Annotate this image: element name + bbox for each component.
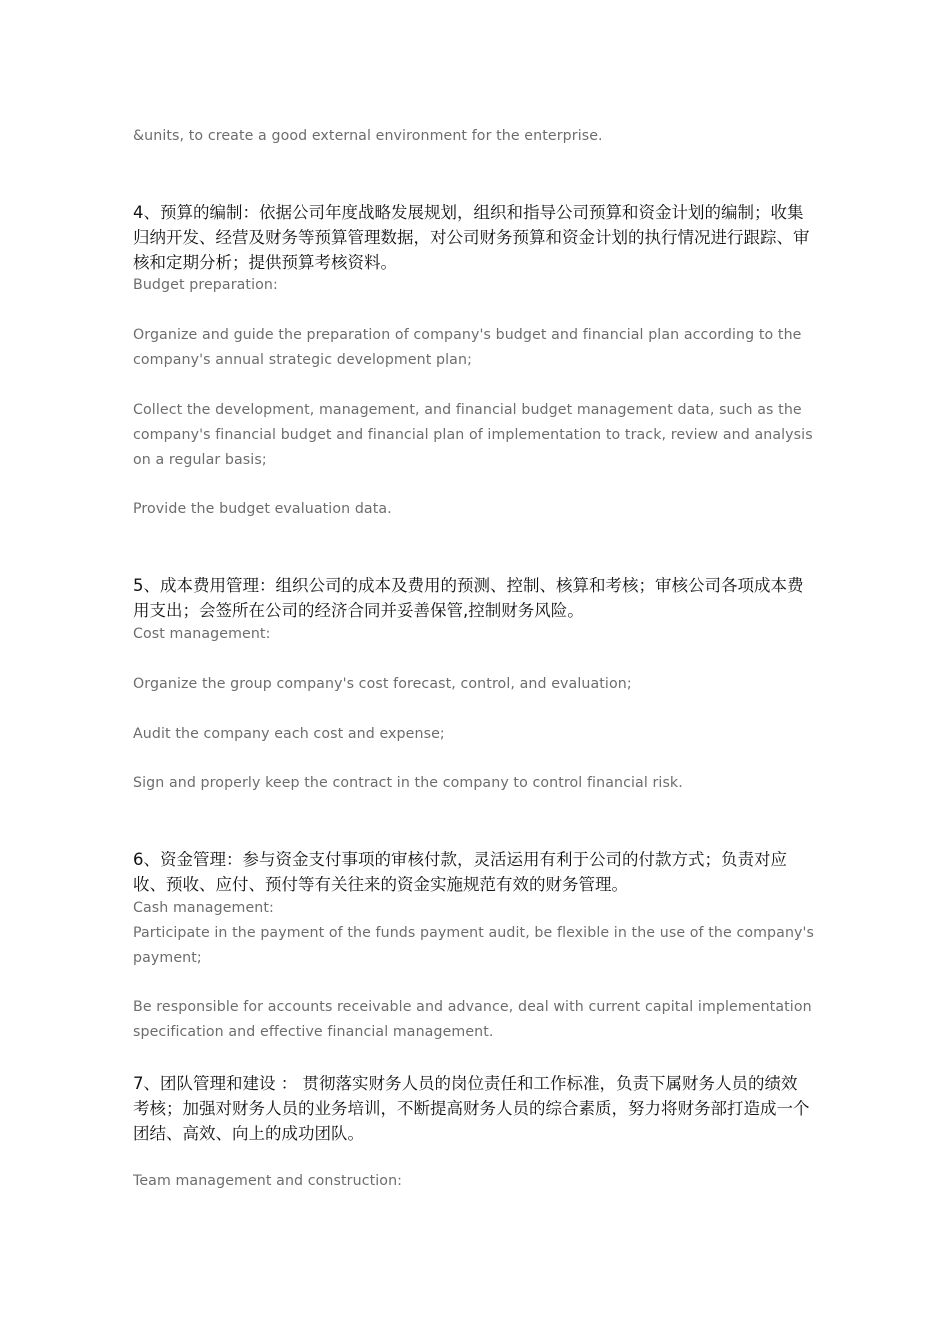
section-5-paragraph: Audit the company each cost and expense; bbox=[133, 726, 445, 742]
section-5-title-en: Cost management: bbox=[133, 626, 271, 642]
intro-text: &units, to create a good external environment for the enterprise. bbox=[133, 128, 603, 144]
section-5-heading: 5、成本费用管理：组织公司的成本及费用的预测、控制、核算和考核；审核公司各项成本费用支出；会签所在公司的经济合同并妥善保管,控制财务风险。 bbox=[133, 576, 804, 620]
section-7-heading: 7、团队管理和建设 ： 贯彻落实财务人员的岗位责任和工作标准，负责下属财务人员的绩效考核；加强对财务人员的业务培训，不断提高财务人员的综合素质，努力将财务部打造成一个团结、高效、向上的成功团队。 bbox=[133, 1074, 810, 1143]
section-5-paragraph: Sign and properly keep the contract in the company to control financial risk. bbox=[133, 775, 683, 791]
section-6-paragraph: Be responsible for accounts receivable and advance, deal with current capital implementation specification and effective financial management. bbox=[133, 999, 812, 1040]
section-4-paragraph: Organize and guide the preparation of company's budget and financial plan according to the company's annual strategic development plan; bbox=[133, 327, 802, 368]
section-6-heading: 6、资金管理：参与资金支付事项的审核付款，灵活运用有利于公司的付款方式；负责对应收、预收、应付、预付等有关往来的资金实施规范有效的财务管理。 bbox=[133, 850, 787, 894]
section-6-paragraph: Participate in the payment of the funds payment audit, be flexible in the use of the company's payment; bbox=[133, 925, 815, 966]
section-7-title-en: Team management and construction: bbox=[133, 1173, 403, 1189]
section-5-paragraph: Organize the group company's cost forecast, control, and evaluation; bbox=[133, 676, 632, 692]
section-6-title-en: Cash management: bbox=[133, 900, 274, 916]
section-4-heading: 4、预算的编制：依据公司年度战略发展规划，组织和指导公司预算和资金计划的编制；收集归纳开发、经营及财务等预算管理数据，对公司财务预算和资金计划的执行情况进行跟踪、审核和定期分析；提供预算考核资料。 bbox=[133, 203, 810, 272]
section-4-paragraph: Provide the budget evaluation data. bbox=[133, 501, 392, 517]
section-4-paragraph: Collect the development, management, and financial budget management data, such as the company's financial budget and financial plan of implementation to track, review and analysis on a regular basis; bbox=[133, 402, 813, 468]
section-4-title-en: Budget preparation: bbox=[133, 277, 278, 293]
